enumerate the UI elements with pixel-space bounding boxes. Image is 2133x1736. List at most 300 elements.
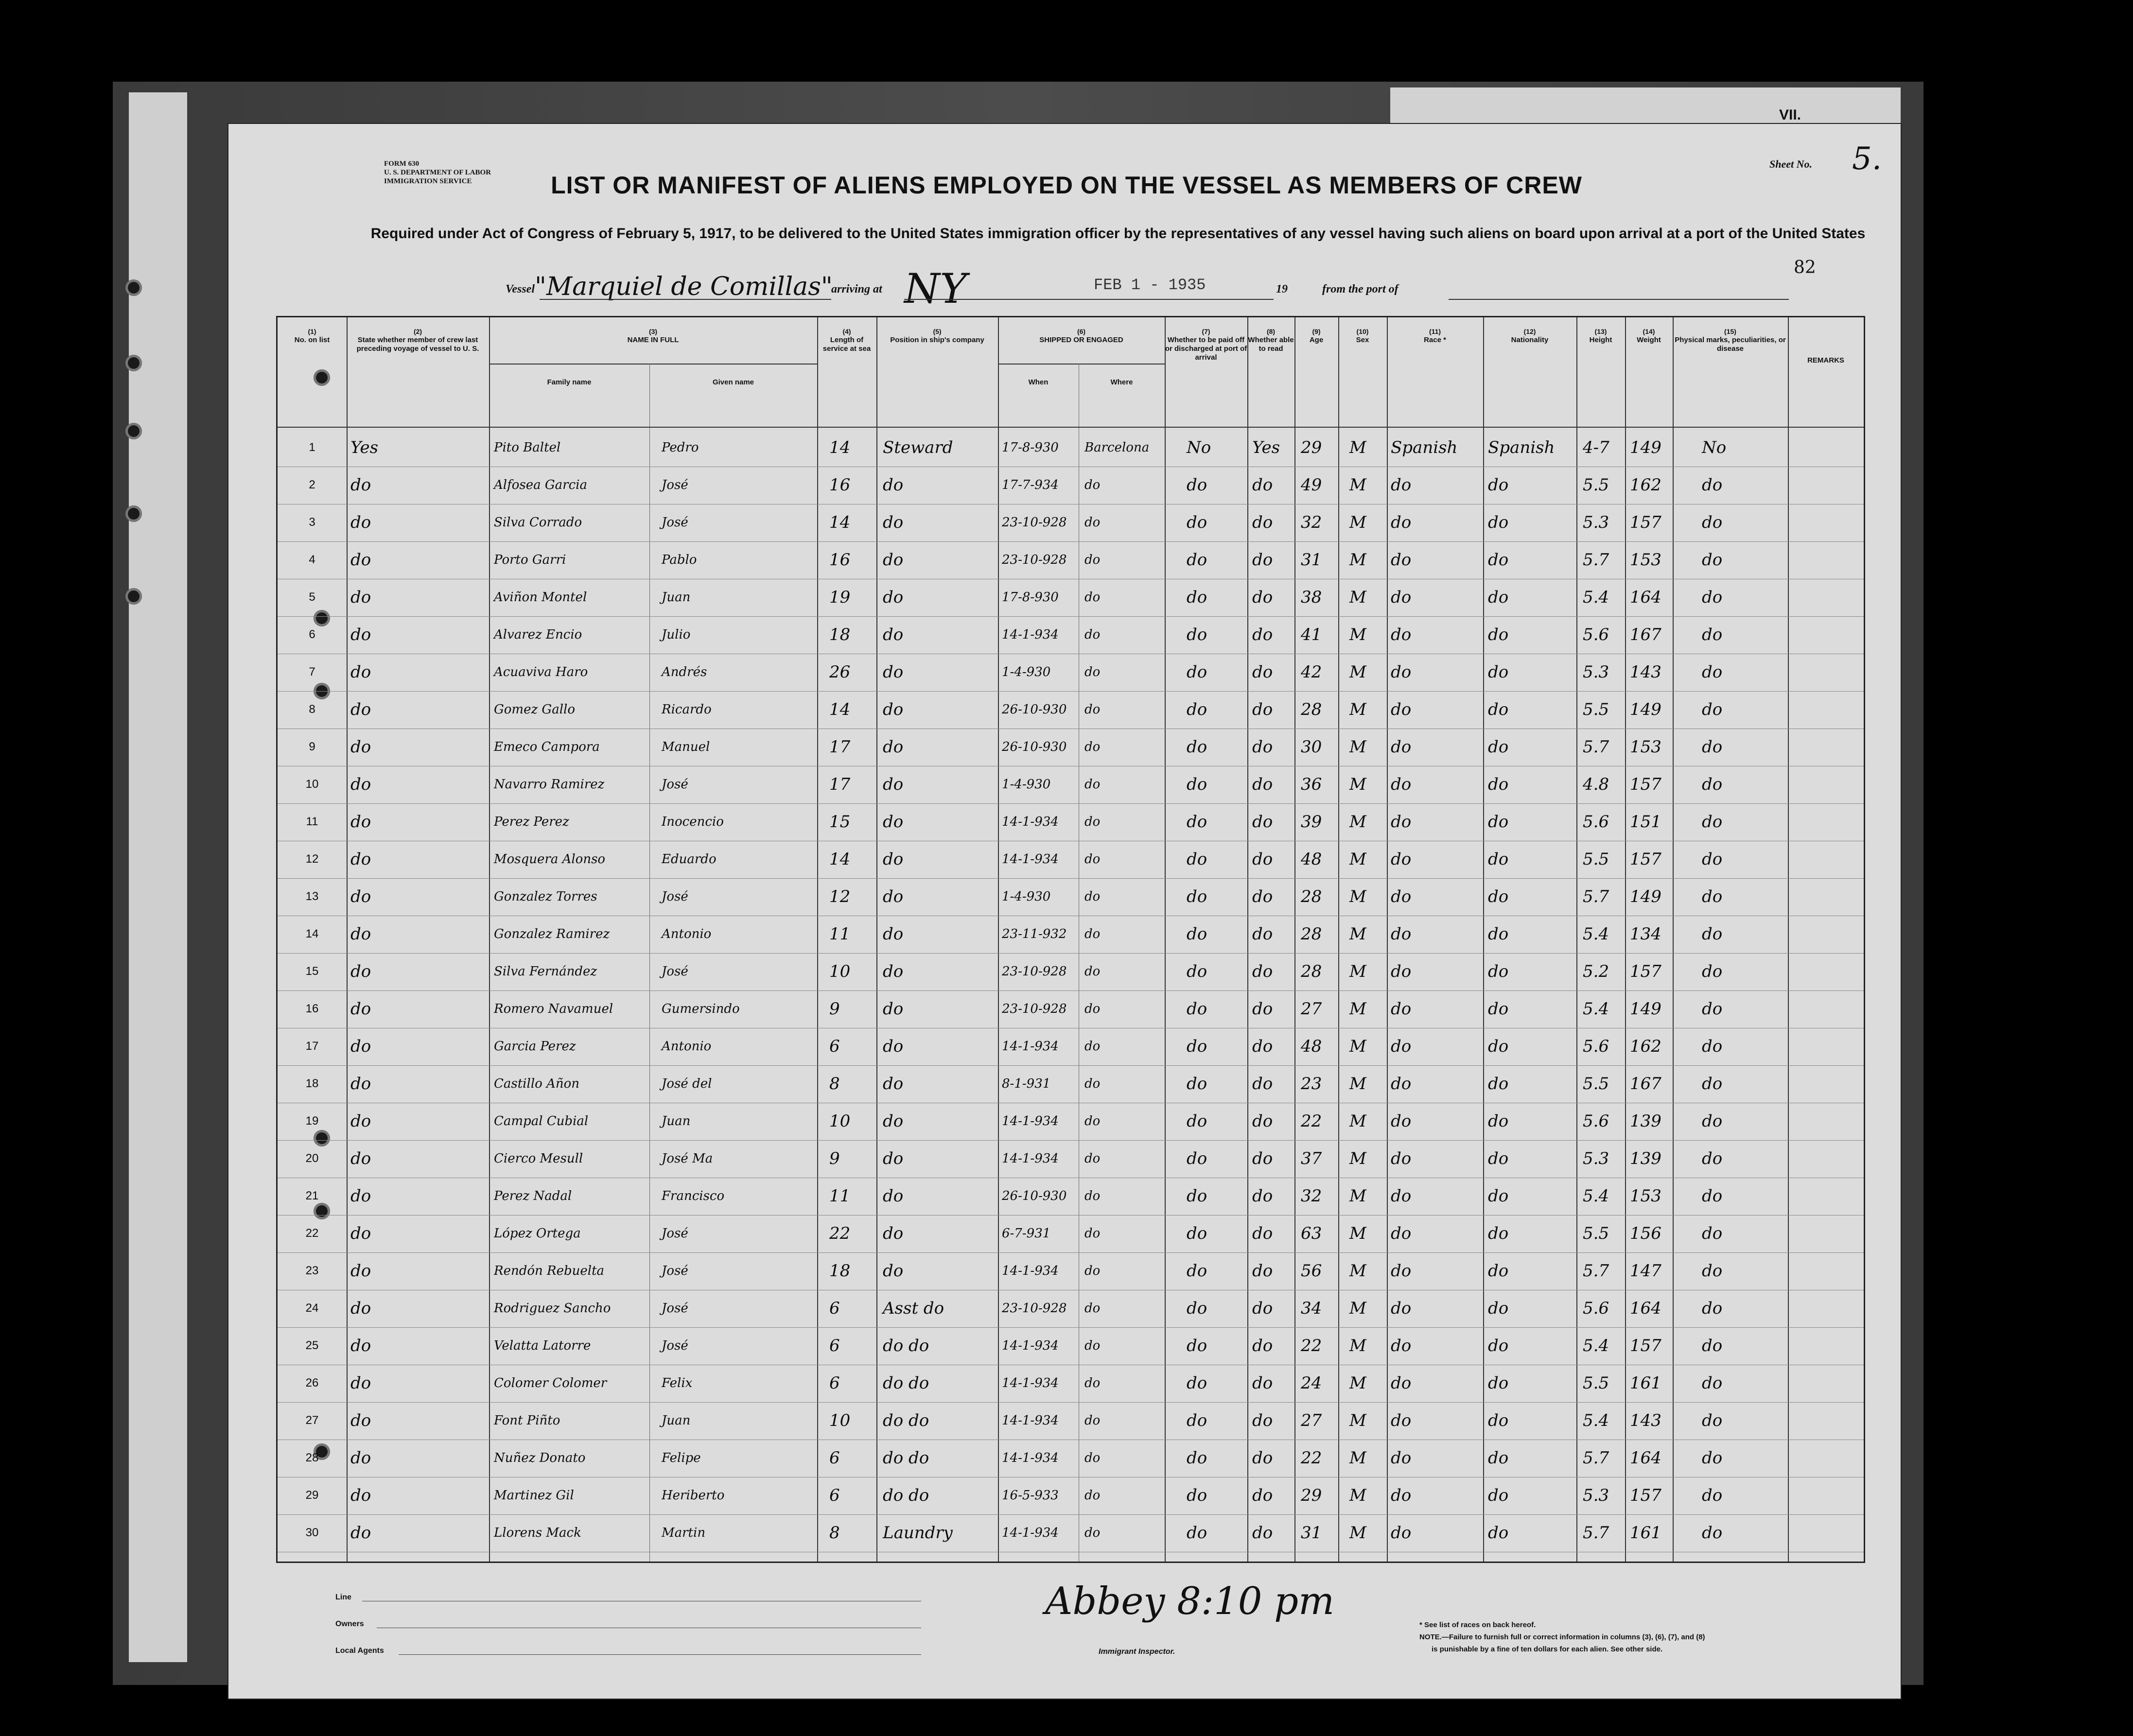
weight-cell: 139 — [1630, 1149, 1661, 1168]
nationality-cell: do — [1488, 1074, 1509, 1094]
family-name-cell: Cierco Mesull — [494, 1151, 583, 1166]
sex-cell: M — [1349, 438, 1366, 457]
height-cell: 5.3 — [1583, 1149, 1609, 1168]
given-name-cell: Felipe — [662, 1451, 701, 1465]
family-name-cell: Emeco Campora — [494, 740, 600, 754]
able-to-read-cell: do — [1252, 1224, 1273, 1243]
able-to-read-cell: do — [1252, 737, 1273, 757]
given-name-cell: Pedro — [662, 440, 699, 455]
prev-voyage-cell: do — [350, 1448, 371, 1468]
prev-voyage-cell: do — [350, 1074, 371, 1094]
shipped-where-cell: do — [1084, 1189, 1101, 1203]
row-number: 13 — [305, 890, 319, 903]
family-name-cell: Gomez Gallo — [494, 702, 575, 717]
service-length-cell: 15 — [829, 812, 851, 832]
age-cell: 39 — [1301, 812, 1322, 832]
physical-marks-cell: do — [1702, 1411, 1723, 1430]
sex-cell: M — [1349, 999, 1366, 1019]
able-to-read-cell: do — [1252, 700, 1273, 719]
race-cell: do — [1391, 1111, 1412, 1131]
position-cell: do do — [883, 1486, 929, 1505]
shipped-when-cell: 6-7-931 — [1002, 1226, 1051, 1241]
weight-cell: 161 — [1630, 1523, 1661, 1543]
binder-hole — [125, 279, 142, 296]
family-name-cell: Alvarez Encio — [494, 627, 582, 642]
service-length-cell: 14 — [829, 700, 851, 719]
given-name-header: Given name — [712, 378, 754, 386]
prev-voyage-cell: Yes — [350, 438, 379, 457]
service-length-cell: 10 — [829, 962, 851, 981]
sex-cell: M — [1349, 1299, 1366, 1318]
age-cell: 22 — [1301, 1448, 1322, 1468]
col14-header: (14) Weight — [1637, 328, 1661, 344]
paid-off-cell: do — [1187, 1486, 1207, 1505]
vessel-name: "Marquiel de Comillas" — [535, 272, 833, 301]
sex-cell: M — [1349, 1074, 1366, 1094]
age-cell: 38 — [1301, 588, 1322, 607]
weight-cell: 149 — [1630, 887, 1661, 906]
paid-off-cell: No — [1187, 438, 1211, 457]
shipped-where-cell: do — [1084, 889, 1101, 904]
paid-off-cell: do — [1187, 1336, 1207, 1355]
roman-sheet: VII. — [1779, 107, 1801, 123]
position-cell: do — [883, 887, 904, 906]
race-cell: do — [1391, 850, 1412, 869]
row-rule — [278, 541, 1864, 542]
family-name-cell: Colomer Colomer — [494, 1376, 607, 1390]
service-label: IMMIGRATION SERVICE — [384, 177, 472, 185]
paid-off-cell: do — [1187, 513, 1207, 532]
physical-marks-cell: do — [1702, 625, 1723, 644]
physical-marks-cell: do — [1702, 850, 1723, 869]
race-cell: do — [1391, 1448, 1412, 1468]
shipped-when-cell: 14-1-934 — [1002, 1151, 1059, 1166]
nationality-cell: do — [1488, 475, 1509, 495]
paid-off-cell: do — [1187, 550, 1207, 570]
physical-marks-cell: do — [1702, 1261, 1723, 1281]
nationality-cell: do — [1488, 625, 1509, 644]
nationality-cell: do — [1488, 812, 1509, 832]
height-cell: 5.7 — [1583, 1261, 1609, 1281]
shipped-when-cell: 14-1-934 — [1002, 1114, 1059, 1128]
able-to-read-cell: do — [1252, 550, 1273, 570]
col8-header: (8) Whether able to read — [1248, 328, 1294, 353]
binder-hole — [125, 355, 142, 371]
races-note: * See list of races on back hereof. — [1419, 1621, 1536, 1629]
shipped-where-cell: do — [1084, 1114, 1101, 1128]
shipped-where-cell: do — [1084, 1526, 1101, 1540]
shipped-when-cell: 14-1-934 — [1002, 1264, 1059, 1278]
height-cell: 5.4 — [1583, 1411, 1609, 1430]
col15-header: (15) Physical marks, peculiarities, or disease — [1675, 328, 1786, 353]
weight-cell: 157 — [1630, 1336, 1661, 1355]
family-name-cell: Porto Garri — [494, 553, 566, 567]
given-name-cell: José — [662, 1301, 688, 1316]
shipped-where-cell: do — [1084, 478, 1101, 492]
shipped-where-cell: do — [1084, 1039, 1101, 1054]
prev-voyage-cell: do — [350, 550, 371, 570]
race-cell: do — [1391, 1486, 1412, 1505]
nationality-cell: Spanish — [1488, 438, 1555, 457]
row-number: 11 — [306, 815, 318, 828]
race-cell: do — [1391, 1074, 1412, 1094]
service-length-cell: 17 — [829, 775, 851, 794]
row-number: 22 — [305, 1227, 319, 1240]
physical-marks-cell: do — [1702, 1111, 1723, 1131]
able-to-read-cell: do — [1252, 1186, 1273, 1206]
given-name-cell: Martin — [662, 1526, 706, 1540]
nationality-cell: do — [1488, 1111, 1509, 1131]
age-cell: 49 — [1301, 475, 1322, 495]
shipped-where-cell: do — [1084, 927, 1101, 941]
prev-voyage-cell: do — [350, 999, 371, 1019]
row-rule — [278, 691, 1864, 692]
weight-cell: 167 — [1630, 625, 1661, 644]
prev-voyage-cell: do — [350, 1037, 371, 1056]
physical-marks-cell: do — [1702, 662, 1723, 682]
able-to-read-cell: do — [1252, 887, 1273, 906]
given-name-cell: Andrés — [662, 665, 707, 679]
shipped-when-cell: 14-1-934 — [1002, 1413, 1059, 1428]
prev-voyage-cell: do — [350, 1111, 371, 1131]
row-rule — [278, 953, 1864, 954]
able-to-read-cell: do — [1252, 662, 1273, 682]
service-length-cell: 6 — [829, 1373, 840, 1393]
age-cell: 24 — [1301, 1373, 1322, 1393]
physical-marks-cell: do — [1702, 475, 1723, 495]
service-length-cell: 18 — [829, 625, 851, 644]
binder-hole — [125, 505, 142, 522]
age-cell: 32 — [1301, 1186, 1322, 1206]
row-number: 27 — [305, 1414, 319, 1427]
age-cell: 28 — [1301, 924, 1322, 944]
height-cell: 5.5 — [1583, 700, 1609, 719]
age-cell: 34 — [1301, 1299, 1322, 1318]
position-cell: do — [883, 999, 904, 1019]
nationality-cell: do — [1488, 550, 1509, 570]
able-to-read-cell: do — [1252, 475, 1273, 495]
weight-cell: 156 — [1630, 1224, 1661, 1243]
shipped-when-cell: 14-1-934 — [1002, 1039, 1059, 1054]
position-cell: do — [883, 1261, 904, 1281]
where-header: Where — [1110, 378, 1133, 386]
position-cell: do — [883, 1111, 904, 1131]
paid-off-cell: do — [1187, 1224, 1207, 1243]
given-name-cell: Gumersindo — [662, 1002, 740, 1016]
sex-cell: M — [1349, 700, 1366, 719]
prev-voyage-cell: do — [350, 887, 371, 906]
prev-voyage-cell: do — [350, 1149, 371, 1168]
service-length-cell: 16 — [829, 475, 851, 495]
service-length-cell: 11 — [829, 924, 851, 944]
row-number: 1 — [309, 441, 315, 454]
shipped-where-cell: do — [1084, 1376, 1101, 1390]
age-cell: 41 — [1301, 625, 1322, 644]
row-number: 18 — [305, 1077, 319, 1090]
age-cell: 28 — [1301, 887, 1322, 906]
shipped-when-cell: 8-1-931 — [1002, 1076, 1051, 1091]
shipped-when-cell: 1-4-930 — [1002, 777, 1051, 792]
shipped-when-cell: 23-11-932 — [1002, 927, 1067, 941]
corner-number: 82 — [1794, 258, 1816, 278]
nationality-cell: do — [1488, 999, 1509, 1019]
height-cell: 5.5 — [1583, 1074, 1609, 1094]
height-cell: 4-7 — [1583, 438, 1609, 457]
race-cell: Spanish — [1391, 438, 1458, 457]
family-name-cell: Rodriguez Sancho — [494, 1301, 611, 1316]
paid-off-cell: do — [1187, 475, 1207, 495]
race-cell: do — [1391, 700, 1412, 719]
weight-cell: 143 — [1630, 662, 1661, 682]
family-name-cell: Acuaviva Haro — [494, 665, 588, 679]
shipped-where-cell: do — [1084, 702, 1101, 717]
sex-cell: M — [1349, 1149, 1366, 1168]
crew-manifest-table — [276, 316, 1865, 1563]
shipped-when-cell: 1-4-930 — [1002, 665, 1051, 679]
given-name-cell: Francisco — [662, 1189, 725, 1203]
family-name-cell: Velatta Latorre — [494, 1338, 591, 1353]
age-cell: 42 — [1301, 662, 1322, 682]
prev-voyage-cell: do — [350, 1411, 371, 1430]
physical-marks-cell: do — [1702, 1299, 1723, 1318]
shipped-when-cell: 23-10-928 — [1002, 1002, 1067, 1016]
able-to-read-cell: do — [1252, 1149, 1273, 1168]
position-cell: do — [883, 550, 904, 570]
service-length-cell: 22 — [829, 1224, 851, 1243]
nationality-cell: do — [1488, 1411, 1509, 1430]
able-to-read-cell: do — [1252, 775, 1273, 794]
able-to-read-cell: do — [1252, 850, 1273, 869]
shipped-where-cell: do — [1084, 852, 1101, 867]
physical-marks-cell: do — [1702, 924, 1723, 944]
race-cell: do — [1391, 513, 1412, 532]
sex-cell: M — [1349, 1336, 1366, 1355]
position-cell: do — [883, 1186, 904, 1206]
row-rule — [278, 1402, 1864, 1403]
paid-off-cell: do — [1187, 588, 1207, 607]
prev-voyage-cell: do — [350, 1224, 371, 1243]
row-number: 30 — [305, 1526, 319, 1539]
row-number: 8 — [309, 703, 315, 716]
col11-header: (11) Race * — [1424, 328, 1446, 344]
nationality-cell: do — [1488, 1299, 1509, 1318]
paid-off-cell: do — [1187, 1037, 1207, 1056]
sex-cell: M — [1349, 887, 1366, 906]
paid-off-cell: do — [1187, 1261, 1207, 1281]
age-cell: 48 — [1301, 850, 1322, 869]
family-name-cell: Perez Nadal — [494, 1189, 572, 1203]
height-cell: 5.4 — [1583, 1186, 1609, 1206]
page-title: LIST OR MANIFEST OF ALIENS EMPLOYED ON THE VESSEL AS MEMBERS OF CREW — [551, 172, 1582, 199]
age-cell: 56 — [1301, 1261, 1322, 1281]
race-cell: do — [1391, 999, 1412, 1019]
binder-hole — [125, 588, 142, 605]
vessel-underline — [540, 299, 831, 300]
row-number: 16 — [305, 1002, 319, 1015]
prev-voyage-cell: do — [350, 1186, 371, 1206]
shipped-when-cell: 14-1-934 — [1002, 1376, 1059, 1390]
family-name-cell: Campal Cubial — [494, 1114, 589, 1128]
able-to-read-cell: do — [1252, 1411, 1273, 1430]
given-name-cell: Juan — [662, 1413, 691, 1428]
row-number: 2 — [309, 478, 315, 491]
age-cell: 28 — [1301, 962, 1322, 981]
row-number: 17 — [305, 1040, 319, 1053]
family-name-cell: Martinez Gil — [494, 1488, 574, 1503]
race-cell: do — [1391, 625, 1412, 644]
position-cell: do do — [883, 1336, 929, 1355]
vessel-label: Vessel — [506, 283, 535, 295]
row-rule — [278, 878, 1864, 879]
row-number: 5 — [309, 590, 315, 604]
page-subtitle: Required under Act of Congress of February 5, 1917, to be delivered to the United States immigration officer by the representatives of any vessel having such aliens on board upon arrival at a port of the United States — [370, 226, 1866, 242]
given-name-cell: Julio — [662, 627, 691, 642]
paid-off-cell: do — [1187, 850, 1207, 869]
sex-cell: M — [1349, 1523, 1366, 1543]
nationality-cell: do — [1488, 1448, 1509, 1468]
position-cell: do — [883, 625, 904, 644]
sex-cell: M — [1349, 1486, 1366, 1505]
given-name-cell: José — [662, 777, 688, 792]
family-name-cell: Mosquera Alonso — [494, 852, 606, 867]
prev-voyage-cell: do — [350, 1486, 371, 1505]
age-cell: 23 — [1301, 1074, 1322, 1094]
height-cell: 5.7 — [1583, 887, 1609, 906]
service-length-cell: 10 — [829, 1411, 851, 1430]
physical-marks-cell: do — [1702, 737, 1723, 757]
nationality-cell: do — [1488, 887, 1509, 906]
physical-marks-cell: do — [1702, 1186, 1723, 1206]
penalty-note: NOTE.—Failure to furnish full or correct information in columns (3), (6), (7), and (8) — [1419, 1633, 1705, 1641]
service-length-cell: 14 — [829, 438, 851, 457]
given-name-cell: Antonio — [662, 1039, 712, 1054]
family-name-cell: Font Piñto — [494, 1413, 560, 1428]
prev-voyage-cell: do — [350, 737, 371, 757]
family-name-cell: Romero Navamuel — [494, 1002, 613, 1016]
height-cell: 5.7 — [1583, 550, 1609, 570]
year-label: 19 — [1276, 283, 1288, 295]
physical-marks-cell: No — [1702, 438, 1727, 457]
given-name-cell: Felix — [662, 1376, 693, 1390]
col6-header: (6) SHIPPED OR ENGAGED — [1039, 328, 1123, 344]
paid-off-cell: do — [1187, 625, 1207, 644]
given-name-cell: Ricardo — [662, 702, 712, 717]
service-length-cell: 17 — [829, 737, 851, 757]
prev-voyage-cell: do — [350, 588, 371, 607]
row-number: 21 — [305, 1189, 319, 1202]
col7-header: (7) Whether to be paid off or discharged at port of arrival — [1165, 328, 1247, 362]
nationality-cell: do — [1488, 850, 1509, 869]
row-number: 25 — [305, 1339, 319, 1352]
family-name-cell: Silva Corrado — [494, 515, 582, 530]
sex-cell: M — [1349, 1411, 1366, 1430]
weight-cell: 157 — [1630, 775, 1661, 794]
sheet-number: 5. — [1852, 141, 1882, 177]
shipped-when-cell: 23-10-928 — [1002, 964, 1067, 979]
shipped-where-cell: Barcelona — [1084, 440, 1150, 455]
position-cell: do — [883, 1149, 904, 1168]
shipped-when-cell: 26-10-930 — [1002, 702, 1067, 717]
weight-cell: 151 — [1630, 812, 1661, 832]
race-cell: do — [1391, 1411, 1412, 1430]
able-to-read-cell: do — [1252, 588, 1273, 607]
paid-off-cell: do — [1187, 924, 1207, 944]
service-length-cell: 26 — [829, 662, 851, 682]
age-cell: 22 — [1301, 1111, 1322, 1131]
service-length-cell: 6 — [829, 1336, 840, 1355]
shipped-where-cell: do — [1084, 1151, 1101, 1166]
prev-voyage-cell: do — [350, 962, 371, 981]
owners-label: Owners — [335, 1620, 364, 1628]
age-cell: 28 — [1301, 700, 1322, 719]
shipped-when-cell: 1-4-930 — [1002, 889, 1051, 904]
nationality-cell: do — [1488, 1261, 1509, 1281]
prev-voyage-cell: do — [350, 1261, 371, 1281]
able-to-read-cell: do — [1252, 1373, 1273, 1393]
physical-marks-cell: do — [1702, 1486, 1723, 1505]
height-cell: 5.7 — [1583, 1523, 1609, 1543]
arriving-port: NY — [904, 265, 967, 312]
prev-voyage-cell: do — [350, 1299, 371, 1318]
col10-header: (10) Sex — [1356, 328, 1369, 344]
race-cell: do — [1391, 775, 1412, 794]
row-number: 26 — [305, 1376, 319, 1389]
able-to-read-cell: do — [1252, 625, 1273, 644]
weight-cell: 153 — [1630, 1186, 1661, 1206]
given-name-cell: José — [662, 1338, 688, 1353]
weight-cell: 153 — [1630, 550, 1661, 570]
nationality-cell: do — [1488, 588, 1509, 607]
race-cell: do — [1391, 662, 1412, 682]
weight-cell: 164 — [1630, 1448, 1661, 1468]
given-name-cell: José Ma — [662, 1151, 713, 1166]
able-to-read-cell: do — [1252, 812, 1273, 832]
weight-cell: 149 — [1630, 999, 1661, 1019]
weight-cell: 157 — [1630, 513, 1661, 532]
sex-cell: M — [1349, 1373, 1366, 1393]
able-to-read-cell: do — [1252, 924, 1273, 944]
paid-off-cell: do — [1187, 775, 1207, 794]
height-cell: 4.8 — [1583, 775, 1609, 794]
physical-marks-cell: do — [1702, 1448, 1723, 1468]
family-name-cell: Gonzalez Ramirez — [494, 927, 610, 941]
family-name-cell: Castillo Añon — [494, 1076, 579, 1091]
shipped-where-cell: do — [1084, 1226, 1101, 1241]
weight-cell: 162 — [1630, 475, 1661, 495]
physical-marks-cell: do — [1702, 1074, 1723, 1094]
paid-off-cell: do — [1187, 1074, 1207, 1094]
row-number: 24 — [305, 1302, 319, 1315]
weight-cell: 157 — [1630, 962, 1661, 981]
height-cell: 5.3 — [1583, 513, 1609, 532]
shipped-where-cell: do — [1084, 1076, 1101, 1091]
row-rule — [278, 616, 1864, 617]
physical-marks-cell: do — [1702, 550, 1723, 570]
age-cell: 63 — [1301, 1224, 1322, 1243]
prev-voyage-cell: do — [350, 625, 371, 644]
position-cell: do — [883, 924, 904, 944]
age-cell: 27 — [1301, 999, 1322, 1019]
age-cell: 30 — [1301, 737, 1322, 757]
able-to-read-cell: do — [1252, 1299, 1273, 1318]
col12-header: (12) Nationality — [1511, 328, 1549, 344]
race-cell: do — [1391, 1261, 1412, 1281]
row-number: 19 — [305, 1114, 319, 1128]
race-cell: do — [1391, 1037, 1412, 1056]
height-cell: 5.4 — [1583, 1336, 1609, 1355]
able-to-read-cell: do — [1252, 1523, 1273, 1543]
height-cell: 5.2 — [1583, 962, 1609, 981]
